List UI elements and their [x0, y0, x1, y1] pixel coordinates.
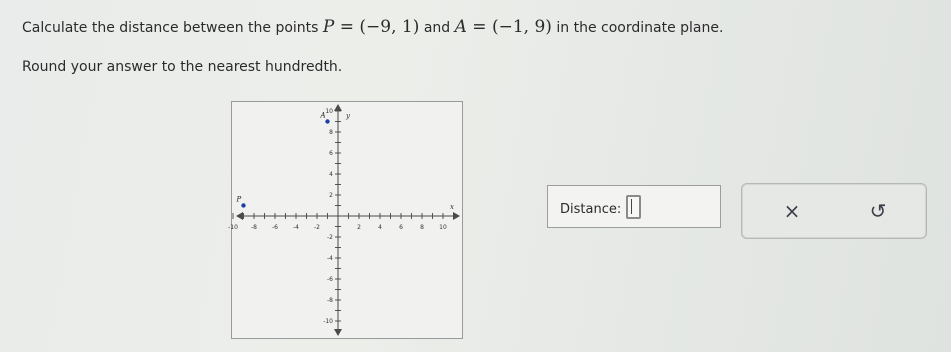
- x-axis-left-arrow: [236, 212, 243, 220]
- y-tick-label: -4: [327, 255, 333, 262]
- clear-button[interactable]: [778, 198, 806, 224]
- x-axis-label: x: [450, 203, 454, 211]
- y-tick-label: 2: [329, 192, 333, 199]
- x-tick-label: 6: [399, 224, 403, 231]
- y-axis-bottom-arrow: [334, 329, 342, 336]
- distance-label: Distance:: [560, 202, 622, 217]
- undo-icon: ↺: [869, 199, 887, 223]
- point-p-name: P: [322, 17, 335, 37]
- point-p-label: P: [236, 195, 242, 204]
- y-tick-label: -2: [327, 234, 333, 241]
- y-tick-label: 10: [325, 108, 333, 115]
- x-tick-label: -8: [251, 224, 257, 231]
- x-tick-label: -4: [293, 224, 299, 231]
- undo-button[interactable]: [864, 198, 892, 224]
- point-a-coords: (−1, 9): [491, 17, 552, 37]
- coordinate-plane: [228, 101, 463, 339]
- x-tick-label: -2: [314, 224, 320, 231]
- y-axis-top-arrow: [334, 104, 342, 111]
- x-tick-label: 2: [357, 224, 361, 231]
- y-tick-label: 6: [329, 150, 333, 157]
- close-icon: ×: [783, 199, 801, 223]
- answer-box: [547, 185, 721, 228]
- point-a-label: A: [320, 111, 326, 120]
- point-a-expression: A = (−1, 9): [454, 17, 552, 37]
- x-tick-label: 10: [439, 224, 447, 231]
- question-suffix: in the coordinate plane.: [556, 20, 724, 36]
- point-a-marker: [325, 119, 329, 123]
- y-tick-label: 4: [329, 171, 333, 178]
- action-panel: [741, 183, 927, 239]
- y-axis-label: y: [346, 112, 350, 120]
- x-tick-label: 4: [378, 224, 382, 231]
- y-tick-label: -8: [327, 297, 333, 304]
- question-prefix: Calculate the distance between the points: [22, 20, 319, 36]
- x-tick-label: 8: [420, 224, 424, 231]
- x-tick-label: -10: [228, 224, 238, 231]
- y-tick-label: -6: [327, 276, 333, 283]
- question-text: [22, 17, 723, 37]
- question-conjunction: and: [423, 20, 451, 36]
- distance-input[interactable]: [626, 195, 641, 219]
- instruction-text: Round your answer to the nearest hundredth.: [22, 59, 343, 75]
- point-a-name: A: [454, 17, 467, 37]
- y-tick-label: -10: [323, 318, 333, 325]
- point-p-marker: [241, 203, 245, 207]
- y-tick-label: 8: [329, 129, 333, 136]
- coordinate-plane-svg: [228, 102, 462, 338]
- x-axis-right-arrow: [453, 212, 460, 220]
- point-p-expression: P = (−9, 1): [322, 17, 420, 37]
- point-p-coords: (−9, 1): [359, 17, 420, 37]
- x-tick-label: -6: [272, 224, 278, 231]
